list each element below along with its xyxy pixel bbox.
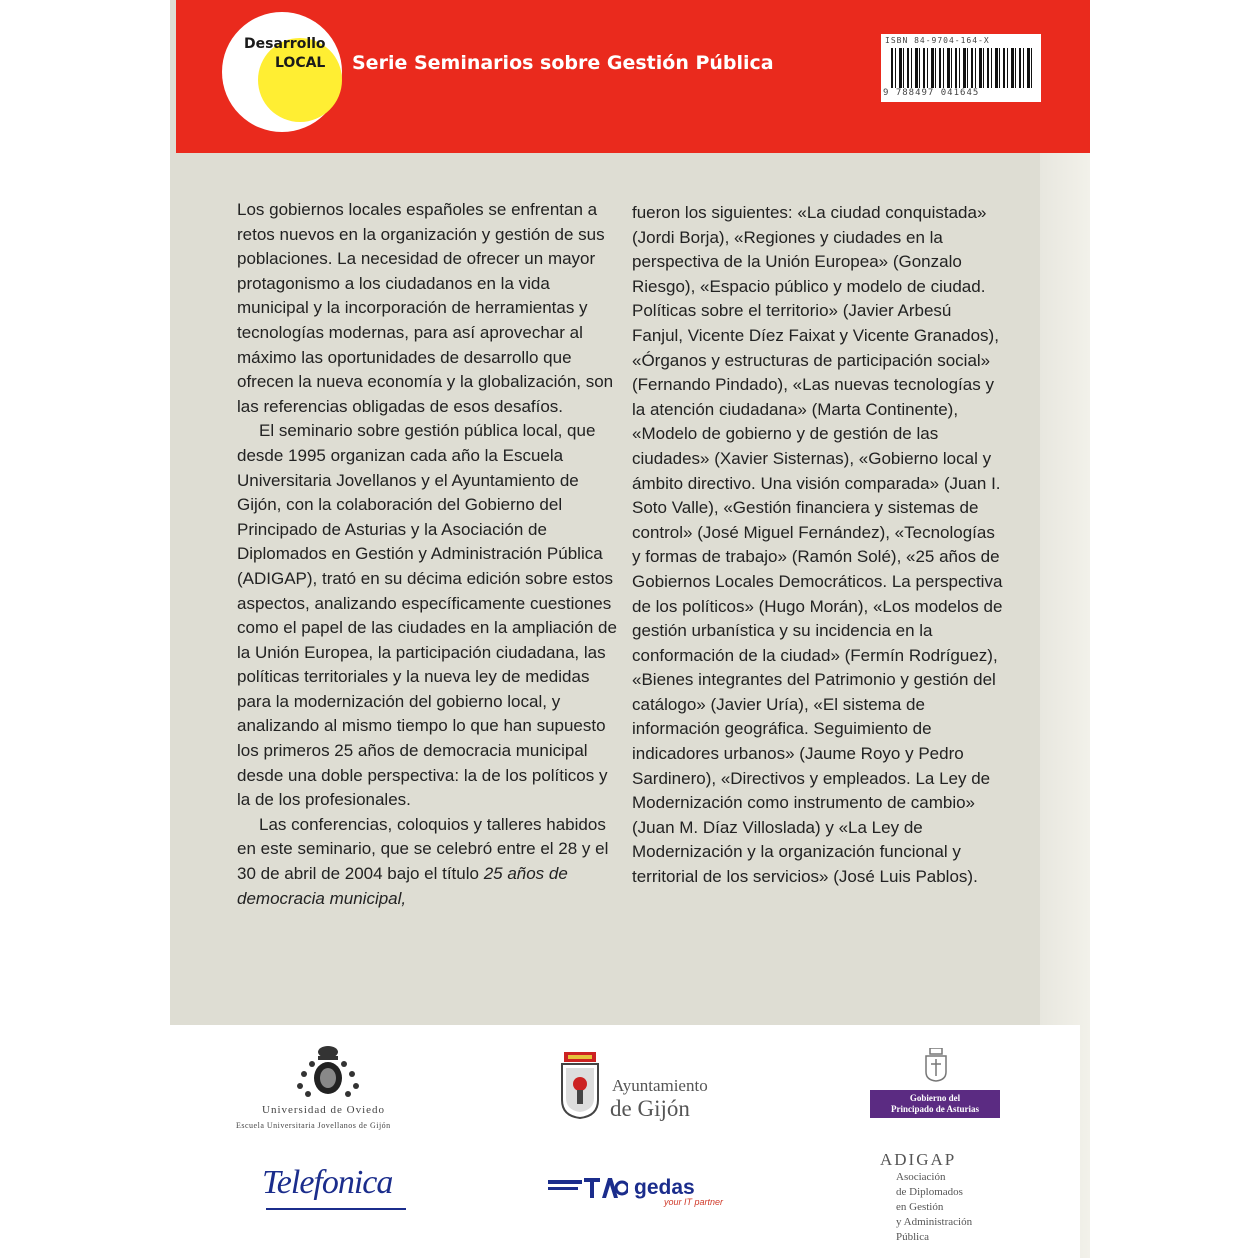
paragraph-speakers: fueron los siguientes: «La ciudad conquistada» (Jordi Borja), «Regiones y ciudades en la perspectiva de la Unión Europea» (Gonzalo Riesgo), «Espacio público y modelo de ciudad. Políticas sobre el territorio» (Javier Arbesú Fanjul, Vicente Díez Faixat y Vicente Granados), «Órganos y estructuras de participación social» (Fernando Pindado), «Las nuevas tecnologías y la atención ciudadana» (Marta Continente), «Modelo de gobierno y de gestión de las ciudades» (Xavier Sisternas), «Gobierno local y ámbito directivo. Una visión comparada» (Juan I. Soto Valle), «Gestión financiera y sistemas de control» (José Miguel Fernández), «Tecnologías y formas de trabajo» (Ramón Solé), «25 años de Gobiernos Locales Democráticos. La perspectiva de los políticos» (Hugo Morán), «Los modelos de gestión urbanística y su incidencia en la conformación de la ciudad» (Fermín Rodríguez), «Bienes integrantes del Patrimonio y gestión del catálogo» (Javier Uría), «El sistema de información geográfica. Seguimiento de indicadores urbanos» (Jaume Royo y Pedro Sardinero), «Directivos y empleados. La Ley de Modernización como instrumento de cambio» (Juan M. Díaz Villoslada) y «La Ley de Modernización y la organización funcional y territorial de los servicios» (José Luis Pablos). [632, 203, 1003, 887]
gijon-name: de Gijón [610, 1096, 690, 1121]
badge-label-desarrollo: Desarrollo [244, 36, 326, 52]
telefonica-logo: Telefonica [262, 1164, 393, 1201]
paragraph-seminar: El seminario sobre gestión pública local, que desde 1995 organizan cada año la Escuela Universitaria Jovellanos y el Ayuntamiento de Gijón, con la colaboración del Gobierno del Principado de Asturias y la Asociación de Diplomados en Gestión y Administración Pública (ADIGAP), trató en su décima edición sobre estos aspectos, analizando específicamente cuestiones como el papel de las ciudades en la ampliación de la Unión Europea, la participación ciudadana, las políticas territoriales y la nueva ley de medidas para la modernización del gobierno local, y analizando al mismo tiempo lo que han supuesto los primeros 25 años de democracia municipal desde una doble perspectiva: la de los políticos y la de los profesionales. [237, 421, 617, 810]
isbn-label: ISBN 84-9704-164-X [885, 36, 990, 45]
asturias-logo [870, 1090, 1000, 1118]
gedas-name: gedas [634, 1176, 695, 1199]
seminar-title: 25 años de democracia municipal, [237, 864, 568, 908]
gijon-ayuntamiento: Ayuntamiento [612, 1076, 708, 1095]
badge-label-local: LOCAL [275, 55, 326, 71]
asturias-line1: Gobierno del [909, 1093, 961, 1103]
gedas-mark-icon [548, 1176, 628, 1200]
adigap-description [896, 1170, 1016, 1245]
adigap-desc-line: en Gestión [896, 1201, 944, 1213]
text-column-left [237, 198, 617, 911]
adigap-name: ADIGAP [880, 1150, 957, 1169]
asturias-line2: Principado de Asturias [890, 1104, 979, 1114]
barcode-digits: 9 788497 041645 [883, 88, 980, 98]
gedas-tagline: your IT partner [664, 1197, 724, 1207]
barcode-icon [891, 48, 1033, 88]
adigap-desc-line: y Administración [896, 1216, 973, 1228]
university-school: Escuela Universitaria Jovellanos de Gijón [236, 1121, 391, 1130]
gijon-crest-icon [558, 1052, 602, 1120]
barcode-block [881, 34, 1041, 102]
text-column-right [632, 201, 1004, 890]
university-crest-icon [292, 1044, 364, 1102]
asturias-crest-icon [924, 1048, 948, 1082]
adigap-desc-line: de Diplomados [896, 1186, 963, 1198]
university-name: Universidad de Oviedo [262, 1104, 386, 1116]
series-title: Serie Seminarios sobre Gestión Pública [352, 52, 774, 74]
paragraph-conferences-text: Las conferencias, coloquios y talleres habidos en este seminario, que se celebró entre el 28 y el 30 de abril de 2004 bajo el título [237, 814, 609, 884]
paragraph-intro: Los gobiernos locales españoles se enfrentan a retos nuevos en la organización y gestión de sus poblaciones. La necesidad de ofrecer un mayor protagonismo a los ciudadanos en la vida municipal y la incorporación de herramientas y tecnologías modernas, para así aprovechar al máximo las oportunidades de desarrollo que ofrecen la nueva economía y la globalización, son las referencias obligadas de esos desafíos. [237, 200, 614, 416]
telefonica-underline [266, 1208, 406, 1210]
paragraph-conferences [237, 813, 617, 911]
adigap-desc-line: Asociación [896, 1171, 946, 1183]
adigap-desc-line: Pública [896, 1231, 929, 1243]
